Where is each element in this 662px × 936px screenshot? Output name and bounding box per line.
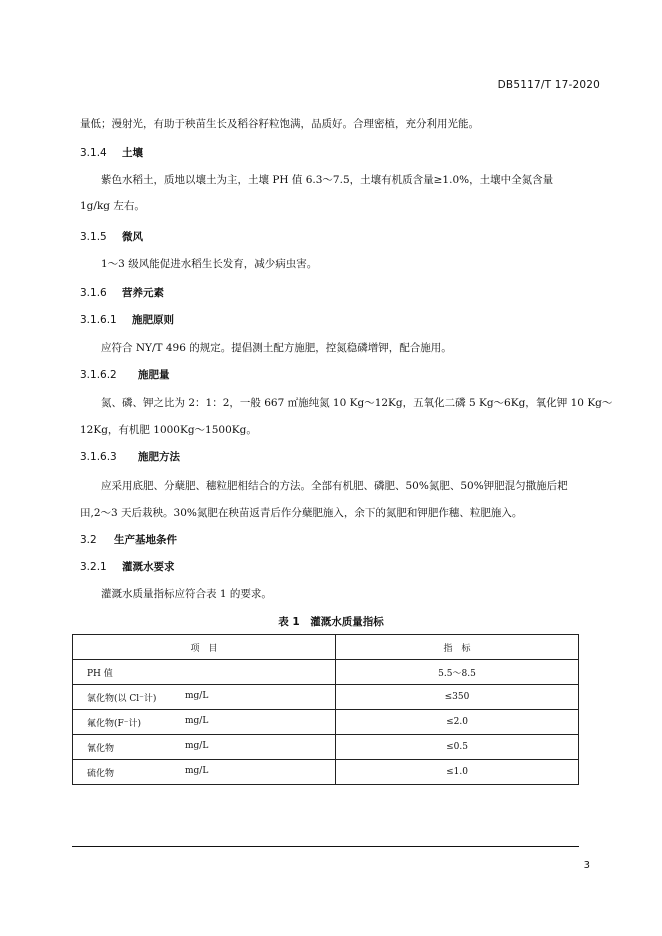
row-item: 氯化物(以 Cl⁻计)	[87, 693, 157, 704]
row-item: 氟化物(F⁻计)	[87, 718, 142, 729]
heading-3-2-1	[80, 559, 175, 575]
section-number: 3.1.5	[80, 231, 107, 243]
section-number: 3.1.6	[80, 287, 107, 299]
row-value: ≤1.0	[336, 760, 579, 785]
section-number: 3.1.4	[80, 147, 107, 159]
paragraph-continuation: 量低；漫射光，有助于秧苗生长及稻谷籽粒饱满，品质好。合理密植，充分利用光能。	[80, 118, 479, 130]
heading-3-1-5	[80, 229, 143, 245]
section-number: 3.2.1	[80, 561, 107, 573]
paragraph-fertilizer-method-1: 应采用底肥、分蘖肥、穗粒肥相结合的方法。全部有机肥、磷肥、50%氮肥、50%钾肥混匀撒施后耙	[101, 480, 568, 492]
section-title: 施肥原则	[132, 314, 174, 326]
header-indicator: 指 标	[336, 635, 579, 660]
paragraph-irrigation: 灌溉水质量指标应符合表 1 的要求。	[101, 588, 272, 600]
header-item: 项 目	[73, 635, 336, 660]
section-title: 施肥方法	[138, 451, 180, 463]
paragraph-wind: 1～3 级风能促进水稻生长发育，减少病虫害。	[101, 258, 318, 270]
page-number: 3	[583, 860, 590, 871]
table-row	[73, 710, 579, 735]
heading-3-1-6-2	[80, 367, 170, 383]
section-number: 3.1.6.2	[80, 369, 117, 381]
row-value: ≤0.5	[336, 735, 579, 760]
section-title: 微风	[122, 231, 143, 243]
table-header-row	[73, 635, 579, 660]
section-number: 3.1.6.1	[80, 314, 117, 326]
row-unit: mg/L	[185, 715, 209, 726]
section-number: 3.1.6.3	[80, 451, 117, 463]
row-item: 氰化物	[87, 743, 115, 754]
section-title: 营养元素	[122, 287, 164, 299]
document-code: DB5117/T 17-2020	[497, 79, 600, 91]
paragraph-fertilizer-method-2: 田,2～3 天后栽秧。30%氮肥在秧苗返青后作分蘖肥施入，余下的氮肥和钾肥作穗、粒肥施入。	[80, 507, 523, 519]
heading-3-1-6	[80, 285, 164, 301]
table-row	[73, 735, 579, 760]
footer-divider	[72, 846, 579, 847]
row-value: 5.5～8.5	[336, 660, 579, 685]
table-row	[73, 660, 579, 685]
paragraph-soil-1: 紫色水稻土，质地以壤土为主，土壤 PH 值 6.3～7.5，土壤有机质含量≥1.0%，土壤中全氮含量	[101, 174, 554, 186]
section-title: 灌溉水要求	[122, 561, 175, 573]
paragraph-soil-2: 1g/kg 左右。	[80, 200, 145, 212]
row-value: ≤350	[336, 685, 579, 710]
section-title: 土壤	[122, 147, 143, 159]
heading-3-2	[80, 532, 177, 548]
table-row	[73, 760, 579, 785]
heading-3-1-4	[80, 145, 143, 161]
row-unit: mg/L	[185, 765, 209, 776]
table-caption: 表 1 灌溉水质量指标	[278, 616, 384, 628]
heading-3-1-6-1	[80, 312, 174, 328]
table-row	[73, 685, 579, 710]
paragraph-fertilizer-amount-1: 氮、磷、钾之比为 2：1：2，一般 667 ㎡施纯氮 10 Kg～12Kg，五氧化二磷 5 Kg～6Kg，氧化钾 10 Kg～	[101, 397, 613, 409]
section-title: 生产基地条件	[114, 534, 177, 546]
row-item: 硫化物	[87, 768, 115, 779]
row-value: ≤2.0	[336, 710, 579, 735]
row-unit: mg/L	[185, 690, 209, 701]
section-title: 施肥量	[138, 369, 170, 381]
paragraph-fertilizer-amount-2: 12Kg，有机肥 1000Kg～1500Kg。	[80, 424, 257, 436]
section-number: 3.2	[80, 534, 97, 546]
heading-3-1-6-3	[80, 449, 180, 465]
row-item: PH 值	[87, 668, 113, 679]
row-unit: mg/L	[185, 740, 209, 751]
paragraph-fertilizer-principle: 应符合 NY/T 496 的规定。提倡测土配方施肥，控氮稳磷增钾，配合施用。	[101, 342, 452, 354]
water-quality-table	[72, 634, 579, 785]
